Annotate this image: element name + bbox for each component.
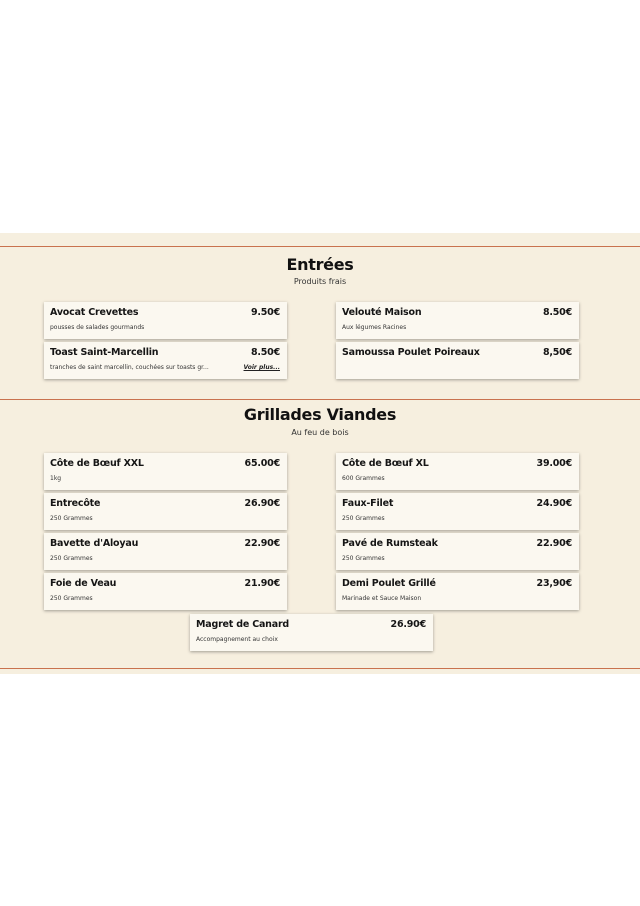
item-price: 65.00€ <box>244 458 280 469</box>
item-price: 23,90€ <box>536 578 572 589</box>
item-description: Accompagnement au choix <box>196 636 278 643</box>
section-subtitle-grillades: Au feu de bois <box>291 428 349 437</box>
item-price: 22.90€ <box>536 538 572 549</box>
item-description: 250 Grammes <box>50 595 93 602</box>
item-price: 21.90€ <box>244 578 280 589</box>
item-name: Demi Poulet Grillé <box>342 578 436 589</box>
item-price: 26.90€ <box>390 619 426 630</box>
item-description: 600 Grammes <box>342 475 385 482</box>
menu-item[interactable] <box>336 342 579 379</box>
menu-item[interactable] <box>336 573 579 610</box>
menu-item[interactable] <box>336 453 579 490</box>
section-subtitle-entrees: Produits frais <box>293 277 347 286</box>
item-price: 22.90€ <box>244 538 280 549</box>
item-name: Entrecôte <box>50 498 101 509</box>
menu-item[interactable] <box>336 493 579 530</box>
item-name: Foie de Veau <box>50 578 117 589</box>
item-description: 250 Grammes <box>50 515 93 522</box>
item-name: Samoussa Poulet Poireaux <box>342 347 480 358</box>
menu-item[interactable] <box>44 573 287 610</box>
item-name: Côte de Bœuf XL <box>342 458 429 469</box>
item-description: 250 Grammes <box>342 555 385 562</box>
item-description: tranches de saint marcellin, couchées sur toasts gr... <box>50 364 209 371</box>
menu-item[interactable] <box>336 533 579 570</box>
item-name: Velouté Maison <box>342 307 422 318</box>
item-price: 9.50€ <box>250 307 280 318</box>
item-description: 250 Grammes <box>342 515 385 522</box>
item-description: pousses de salades gourmands <box>50 324 145 331</box>
menu-item[interactable] <box>44 302 287 339</box>
divider <box>0 399 640 400</box>
item-name: Avocat Crevettes <box>50 307 139 318</box>
menu-item[interactable] <box>190 614 433 651</box>
item-name: Magret de Canard <box>196 619 290 630</box>
item-price: 26.90€ <box>244 498 280 509</box>
divider <box>0 246 640 247</box>
item-price: 8.50€ <box>250 347 280 358</box>
item-price: 39.00€ <box>536 458 572 469</box>
item-description: Aux légumes Racines <box>342 324 407 331</box>
divider <box>0 668 640 669</box>
menu-item[interactable] <box>44 493 287 530</box>
item-price: 8.50€ <box>542 307 572 318</box>
item-description: Marinade et Sauce Maison <box>342 595 422 602</box>
section-title-entrees: Entrées <box>286 255 354 274</box>
menu-item[interactable] <box>44 533 287 570</box>
item-name: Pavé de Rumsteak <box>342 538 438 549</box>
menu-item[interactable] <box>44 342 287 379</box>
menu-item[interactable] <box>44 453 287 490</box>
section-title-grillades: Grillades Viandes <box>243 405 397 424</box>
item-name: Faux-Filet <box>342 498 394 509</box>
item-name: Côte de Bœuf XXL <box>50 458 144 469</box>
item-price: 24.90€ <box>536 498 572 509</box>
menu-item[interactable] <box>336 302 579 339</box>
item-name: Bavette d'Aloyau <box>50 538 139 549</box>
item-price: 8,50€ <box>542 347 572 358</box>
see-more-link[interactable]: Voir plus... <box>243 364 280 371</box>
item-description: 1kg <box>50 475 62 482</box>
item-name: Toast Saint-Marcellin <box>50 347 159 358</box>
item-description: 250 Grammes <box>50 555 93 562</box>
